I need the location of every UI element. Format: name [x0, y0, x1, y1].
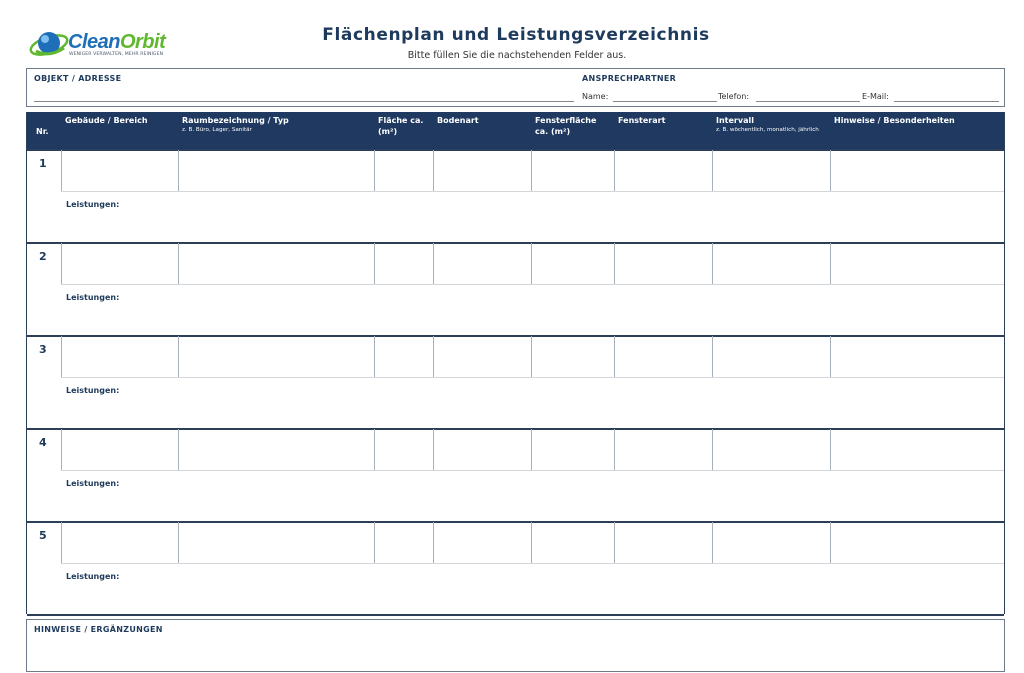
table-cell[interactable] [531, 429, 532, 470]
row-cell-divider [61, 284, 1004, 285]
header-window-type: Fensterart [618, 116, 666, 125]
table-row [27, 242, 1004, 335]
header-notes: Hinweise / Besonderheiten [834, 116, 955, 125]
object-address-label: OBJEKT / ADRESSE [34, 74, 122, 83]
row-divider [27, 428, 1004, 430]
services-label: Leistungen: [66, 479, 120, 488]
table-cell[interactable] [712, 522, 713, 563]
row-number: 2 [39, 250, 47, 263]
table-cell[interactable] [531, 150, 532, 191]
table-cell[interactable] [61, 336, 62, 377]
table-bottom-border [27, 614, 1004, 616]
table-cell[interactable] [374, 336, 375, 377]
table-cell[interactable] [433, 429, 434, 470]
table-cell[interactable] [374, 150, 375, 191]
table-cell[interactable] [614, 336, 615, 377]
header-interval: Intervall z. B. wöchentlich, monatlich, jährlich [716, 116, 819, 133]
table-cell[interactable] [531, 243, 532, 284]
notes-section[interactable] [26, 619, 1005, 672]
header-floor-type: Bodenart [437, 116, 479, 125]
table-cell[interactable] [433, 336, 434, 377]
table-cell[interactable] [61, 243, 62, 284]
logo-tagline: WENIGER VERWALTEN, MEHR REINIGEN [69, 52, 164, 57]
table-cell[interactable] [433, 243, 434, 284]
table-cell[interactable] [830, 522, 831, 563]
table-cell[interactable] [614, 243, 615, 284]
table-cell[interactable] [830, 150, 831, 191]
table-cell[interactable] [712, 336, 713, 377]
table-cell[interactable] [712, 429, 713, 470]
services-label: Leistungen: [66, 200, 120, 209]
table-cell[interactable] [178, 243, 179, 284]
row-divider [27, 521, 1004, 523]
area-service-table [26, 112, 1005, 614]
table-cell[interactable] [712, 150, 713, 191]
contact-email-label: E-Mail: [862, 92, 889, 101]
table-cell[interactable] [433, 150, 434, 191]
table-cell[interactable] [712, 243, 713, 284]
header-room: Raumbezeichnung / Typ z. B. Büro, Lager, Sanitär [182, 116, 289, 133]
table-cell[interactable] [614, 150, 615, 191]
contact-name-label: Name: [582, 92, 609, 101]
header-nr: Nr. [36, 127, 49, 136]
contact-phone-label: Telefon: [718, 92, 750, 101]
logo-wordmark: CleanOrbit [68, 31, 166, 53]
row-divider [27, 149, 1004, 151]
header-building: Gebäude / Bereich [65, 116, 148, 125]
header-area: Fläche ca. (m²) [378, 116, 424, 136]
contact-phone-field[interactable] [756, 101, 860, 102]
row-number: 1 [39, 157, 47, 170]
table-cell[interactable] [61, 429, 62, 470]
page-title: Flächenplan und Leistungsverzeichnis [322, 25, 710, 45]
row-divider [27, 242, 1004, 244]
row-number: 3 [39, 343, 47, 356]
table-cell[interactable] [531, 336, 532, 377]
table-cell[interactable] [830, 336, 831, 377]
table-cell[interactable] [374, 243, 375, 284]
row-number: 4 [39, 436, 47, 449]
object-contact-section [26, 68, 1005, 107]
row-divider [27, 335, 1004, 337]
object-address-field[interactable] [34, 101, 574, 102]
table-cell[interactable] [178, 150, 179, 191]
services-label: Leistungen: [66, 293, 120, 302]
row-cell-divider [61, 470, 1004, 471]
contact-person-label: ANSPRECHPARTNER [582, 74, 677, 83]
table-cell[interactable] [374, 429, 375, 470]
table-cell[interactable] [178, 336, 179, 377]
row-cell-divider [61, 191, 1004, 192]
table-header [27, 112, 1004, 150]
services-label: Leistungen: [66, 572, 120, 581]
contact-email-field[interactable] [894, 101, 999, 102]
table-cell[interactable] [61, 150, 62, 191]
table-row [27, 149, 1004, 242]
services-label: Leistungen: [66, 386, 120, 395]
page-subtitle: Bitte füllen Sie die nachstehenden Felder aus. [407, 50, 627, 61]
row-cell-divider [61, 563, 1004, 564]
table-row [27, 335, 1004, 428]
table-row [27, 521, 1004, 614]
table-cell[interactable] [830, 429, 831, 470]
row-number: 5 [39, 529, 47, 542]
table-cell[interactable] [374, 522, 375, 563]
table-cell[interactable] [61, 522, 62, 563]
table-cell[interactable] [614, 429, 615, 470]
header-window-area: Fensterfläche ca. (m²) [535, 116, 597, 136]
table-cell[interactable] [178, 522, 179, 563]
table-cell[interactable] [178, 429, 179, 470]
table-row [27, 428, 1004, 521]
notes-label: HINWEISE / ERGÄNZUNGEN [34, 625, 163, 634]
contact-name-field[interactable] [613, 101, 717, 102]
table-cell[interactable] [614, 522, 615, 563]
table-cell[interactable] [433, 522, 434, 563]
table-cell[interactable] [531, 522, 532, 563]
table-cell[interactable] [830, 243, 831, 284]
row-cell-divider [61, 377, 1004, 378]
